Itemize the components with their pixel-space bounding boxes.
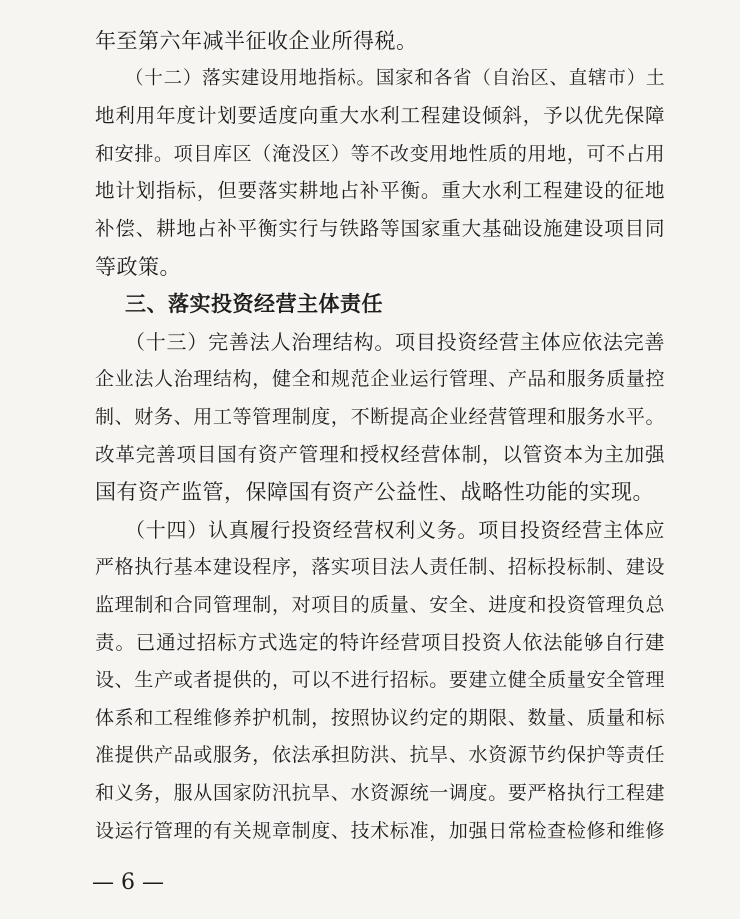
paragraph-line: 和安排。项目库区（淹没区）等不改变用地性质的用地，可不占用 (95, 142, 665, 165)
paragraph-line: （十四）认真履行投资经营权利义务。项目投资经营主体应 (125, 517, 665, 542)
paragraph-line: 准提供产品或服务，依法承担防洪、抗旱、水资源节约保护等责任 (95, 744, 665, 767)
paragraph-line: 严格执行基本建设程序，落实项目法人责任制、招标投标制、建设 (95, 556, 665, 579)
paragraph-line: 设运行管理的有关规章制度、技术标准，加强日常检查检修和维修 (95, 819, 665, 842)
paragraph-line: 国有资产监管，保障国有资产公益性、战略性功能的实现。 (95, 480, 654, 505)
paragraph-line: 企业法人治理结构，健全和规范企业运行管理、产品和服务质量控 (95, 368, 665, 391)
paragraph-line: 和义务，服从国家防汛抗旱、水资源统一调度。要严格执行工程建 (95, 782, 665, 804)
paragraph-line: 补偿、耕地占补平衡实行与铁路等国家重大基础设施建设项目同 (95, 217, 665, 240)
paragraph-line: 等政策。 (95, 254, 181, 279)
section-heading: 三、落实投资经营主体责任 (125, 292, 383, 317)
paragraph-line: 制、财务、用工等管理制度，不断提高企业经营管理和服务水平。 (95, 406, 665, 428)
paragraph-line: 体系和工程维修养护机制，按照协议约定的期限、数量、质量和标 (95, 706, 665, 729)
paragraph-line: 年至第六年减半征收企业所得税。 (95, 29, 418, 53)
paragraph-line: （十三）完善法人治理结构。项目投资经营主体应依法完善 (125, 329, 665, 354)
paragraph-line: 地计划指标，但要落实耕地占补平衡。重大水利工程建设的征地 (95, 179, 665, 203)
paragraph-line: 监理制和合同管理制，对项目的质量、安全、进度和投资管理负总 (95, 594, 665, 616)
paragraph-line: （十二）落实建设用地指标。国家和各省（自治区、直辖市）土 (125, 67, 665, 89)
page-number: — 6 — (92, 870, 164, 895)
paragraph-line: 改革完善项目国有资产管理和授权经营体制，以管资本为主加强 (95, 442, 665, 466)
paragraph-line: 责。已通过招标方式选定的特许经营项目投资人依法能够自行建 (95, 630, 665, 654)
paragraph-line: 地利用年度计划要适度向重大水利工程建设倾斜，予以优先保障 (95, 104, 665, 128)
paragraph-line: 设、生产或者提供的，可以不进行招标。要建立健全质量安全管理 (95, 669, 665, 692)
